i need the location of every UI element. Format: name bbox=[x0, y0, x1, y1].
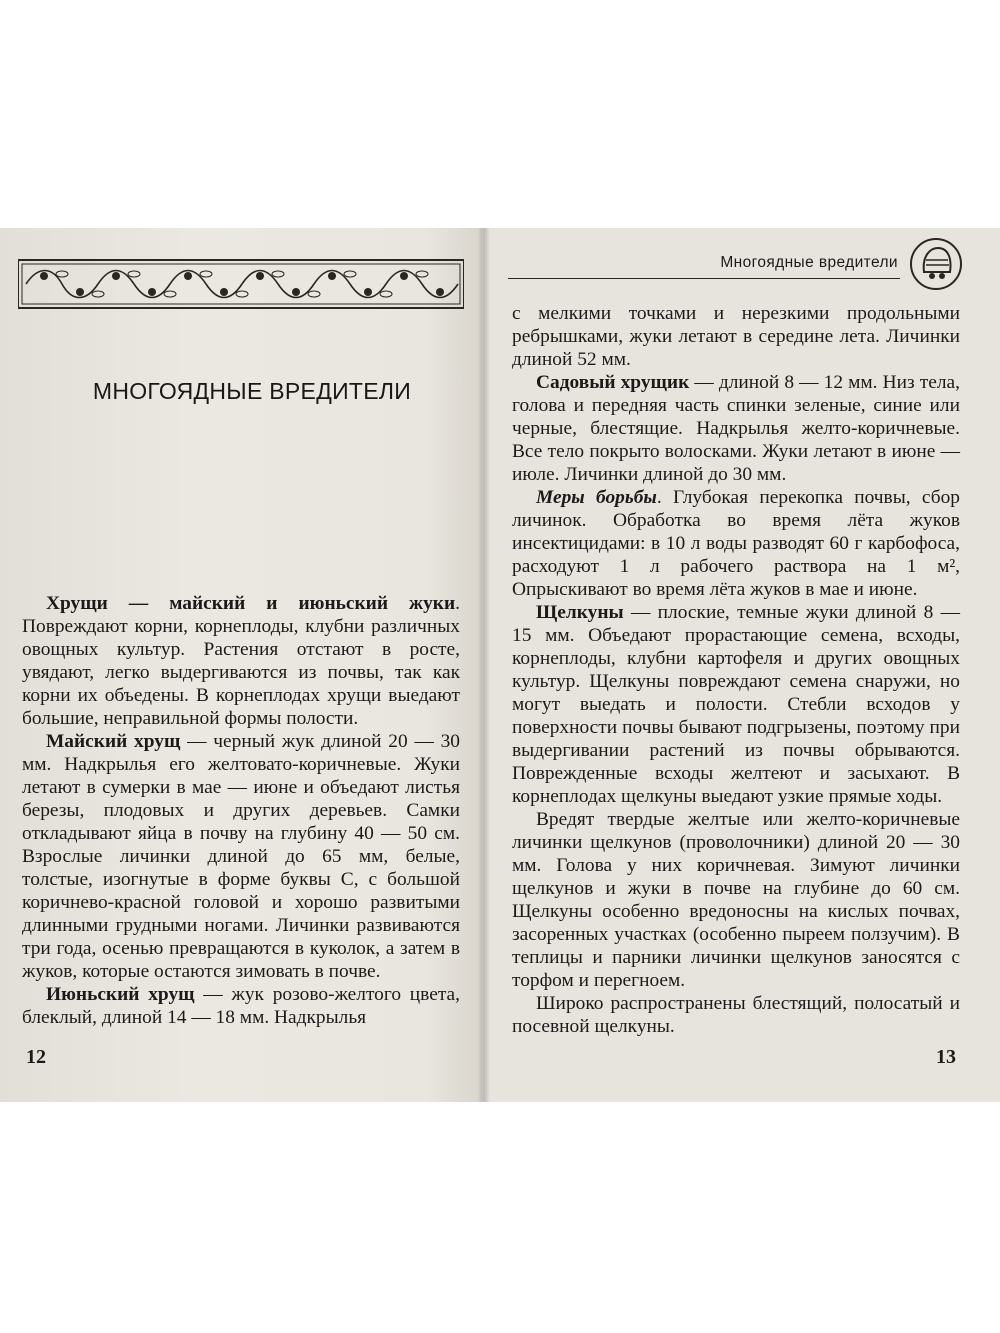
paragraph-continuation: с мелкими точками и нерезкими продольными ребрышками, жуки летают в середине лета. Личинки длиной 52 мм. bbox=[512, 303, 960, 370]
book-gutter bbox=[478, 228, 490, 1102]
paragraph bbox=[22, 983, 460, 1029]
paragraph-text: Широко распространены блестящий, полосатый и посевной щелкуны. bbox=[512, 993, 960, 1037]
page-title: МНОГОЯДНЫЕ ВРЕДИТЕЛИ bbox=[92, 378, 412, 404]
paragraph-text: — длиной 8 — 12 мм. Низ тела, голова и передняя часть спинки зеленые, синие или черные, блестящие. Надкрылья желто-коричневые. Все тело покрыто волосками. Жуки летают в июне — июле. Личинки длиной до 30 мм. bbox=[512, 372, 960, 485]
paragraph-lead: Садовый хрущик bbox=[536, 372, 690, 393]
left-page-body bbox=[22, 592, 460, 1029]
knight-helmet-icon bbox=[908, 236, 964, 292]
paragraph-text: Вредят твердые желтые или желто-коричневые личинки щелкунов (проволочники) длиной 20 — 30 мм. Голова у них коричневая. Зимуют личинки щелкунов и жуки в почве на глубине до 60 см. Щелкуны особенно вредоносны на кислых почвах, засоренных участках (особенно пыреем ползучим). В теплицы и парники личинки щелкунов заносятся с торфом и перегноем. bbox=[512, 809, 960, 991]
paragraph-lead: Июньский хрущ bbox=[46, 984, 195, 1005]
page-number: 12 bbox=[26, 1046, 46, 1068]
paragraph-text: — черный жук длиной 20 — 30 мм. Надкрылья его желтовато-коричневые. Жуки летают в сумерки в мае — июне и объедают листья березы, плодовых и других деревьев. Самки откладывают яйца в почву на глубину 40 — 50 см. Взрослые личинки длиной до 65 мм, белые, толстые, изогнутые в форме буквы С, с большой коричнево-красной головой и хорошо развитыми длинными грудными ногами. Личинки развиваются три года, осенью превращаются в куколок, а затем в жуков, которые остаются зимовать в почве. bbox=[22, 731, 460, 982]
paragraph-lead: Меры борьбы bbox=[536, 487, 657, 508]
paragraph-text: . Глубокая перекопка почвы, сбор личинок. Обработка во время лёта жуков инсектицидами: в 10 л воды разводят 60 г карбофоса, расходуют 1 л рабочего раствора на 1 м², Опрыскивают во время лёта жуков в мае и июне. bbox=[512, 487, 960, 600]
paragraph bbox=[512, 601, 960, 808]
page-number: 13 bbox=[936, 1046, 956, 1068]
paragraph bbox=[512, 371, 960, 486]
paragraph-text: . Повреждают корни, корнеплоды, клубни различных овощных культур. Растения отстают в росте, увядают, легко выдергиваются из почвы, так как корни их объедены. В корнеплодах хрущи выедают большие, неправильной формы полости. bbox=[22, 593, 460, 729]
running-header bbox=[508, 248, 900, 279]
paragraph bbox=[22, 592, 460, 730]
paragraph bbox=[22, 730, 460, 983]
left-page bbox=[0, 228, 482, 1102]
paragraph bbox=[512, 808, 960, 992]
floral-ornament-icon bbox=[18, 256, 464, 312]
running-header-text: Многоядные вредители bbox=[720, 254, 898, 271]
book-spread bbox=[0, 228, 1000, 1102]
paragraph-lead: Щелкуны bbox=[536, 602, 624, 623]
paragraph bbox=[512, 992, 960, 1038]
paragraph bbox=[512, 486, 960, 601]
paragraph-lead: Майский хрущ bbox=[46, 731, 181, 752]
paragraph-text: — жук розово-желтого цвета, блеклый, длиной 14 — 18 мм. Надкрылья bbox=[22, 984, 460, 1028]
right-page-body bbox=[512, 302, 960, 1038]
paragraph-lead: Хрущи — майский и июньский жуки bbox=[46, 593, 456, 614]
paragraph-text: — плоские, темные жуки длиной 8 — 15 мм. Объедают прорастающие семена, всходы, корнеплоды, клубни картофеля и других овощных культур. Щелкуны повреждают семена снаружи, но могут выедать и полости. Стебли всходов у поверхности почвы бывают подгрызены, поэтому при выдергивании растений из почвы обрываются. Поврежденные всходы желтеют и засыхают. В корнеплодах щелкуны выедают узкие прямые ходы. bbox=[512, 602, 960, 807]
